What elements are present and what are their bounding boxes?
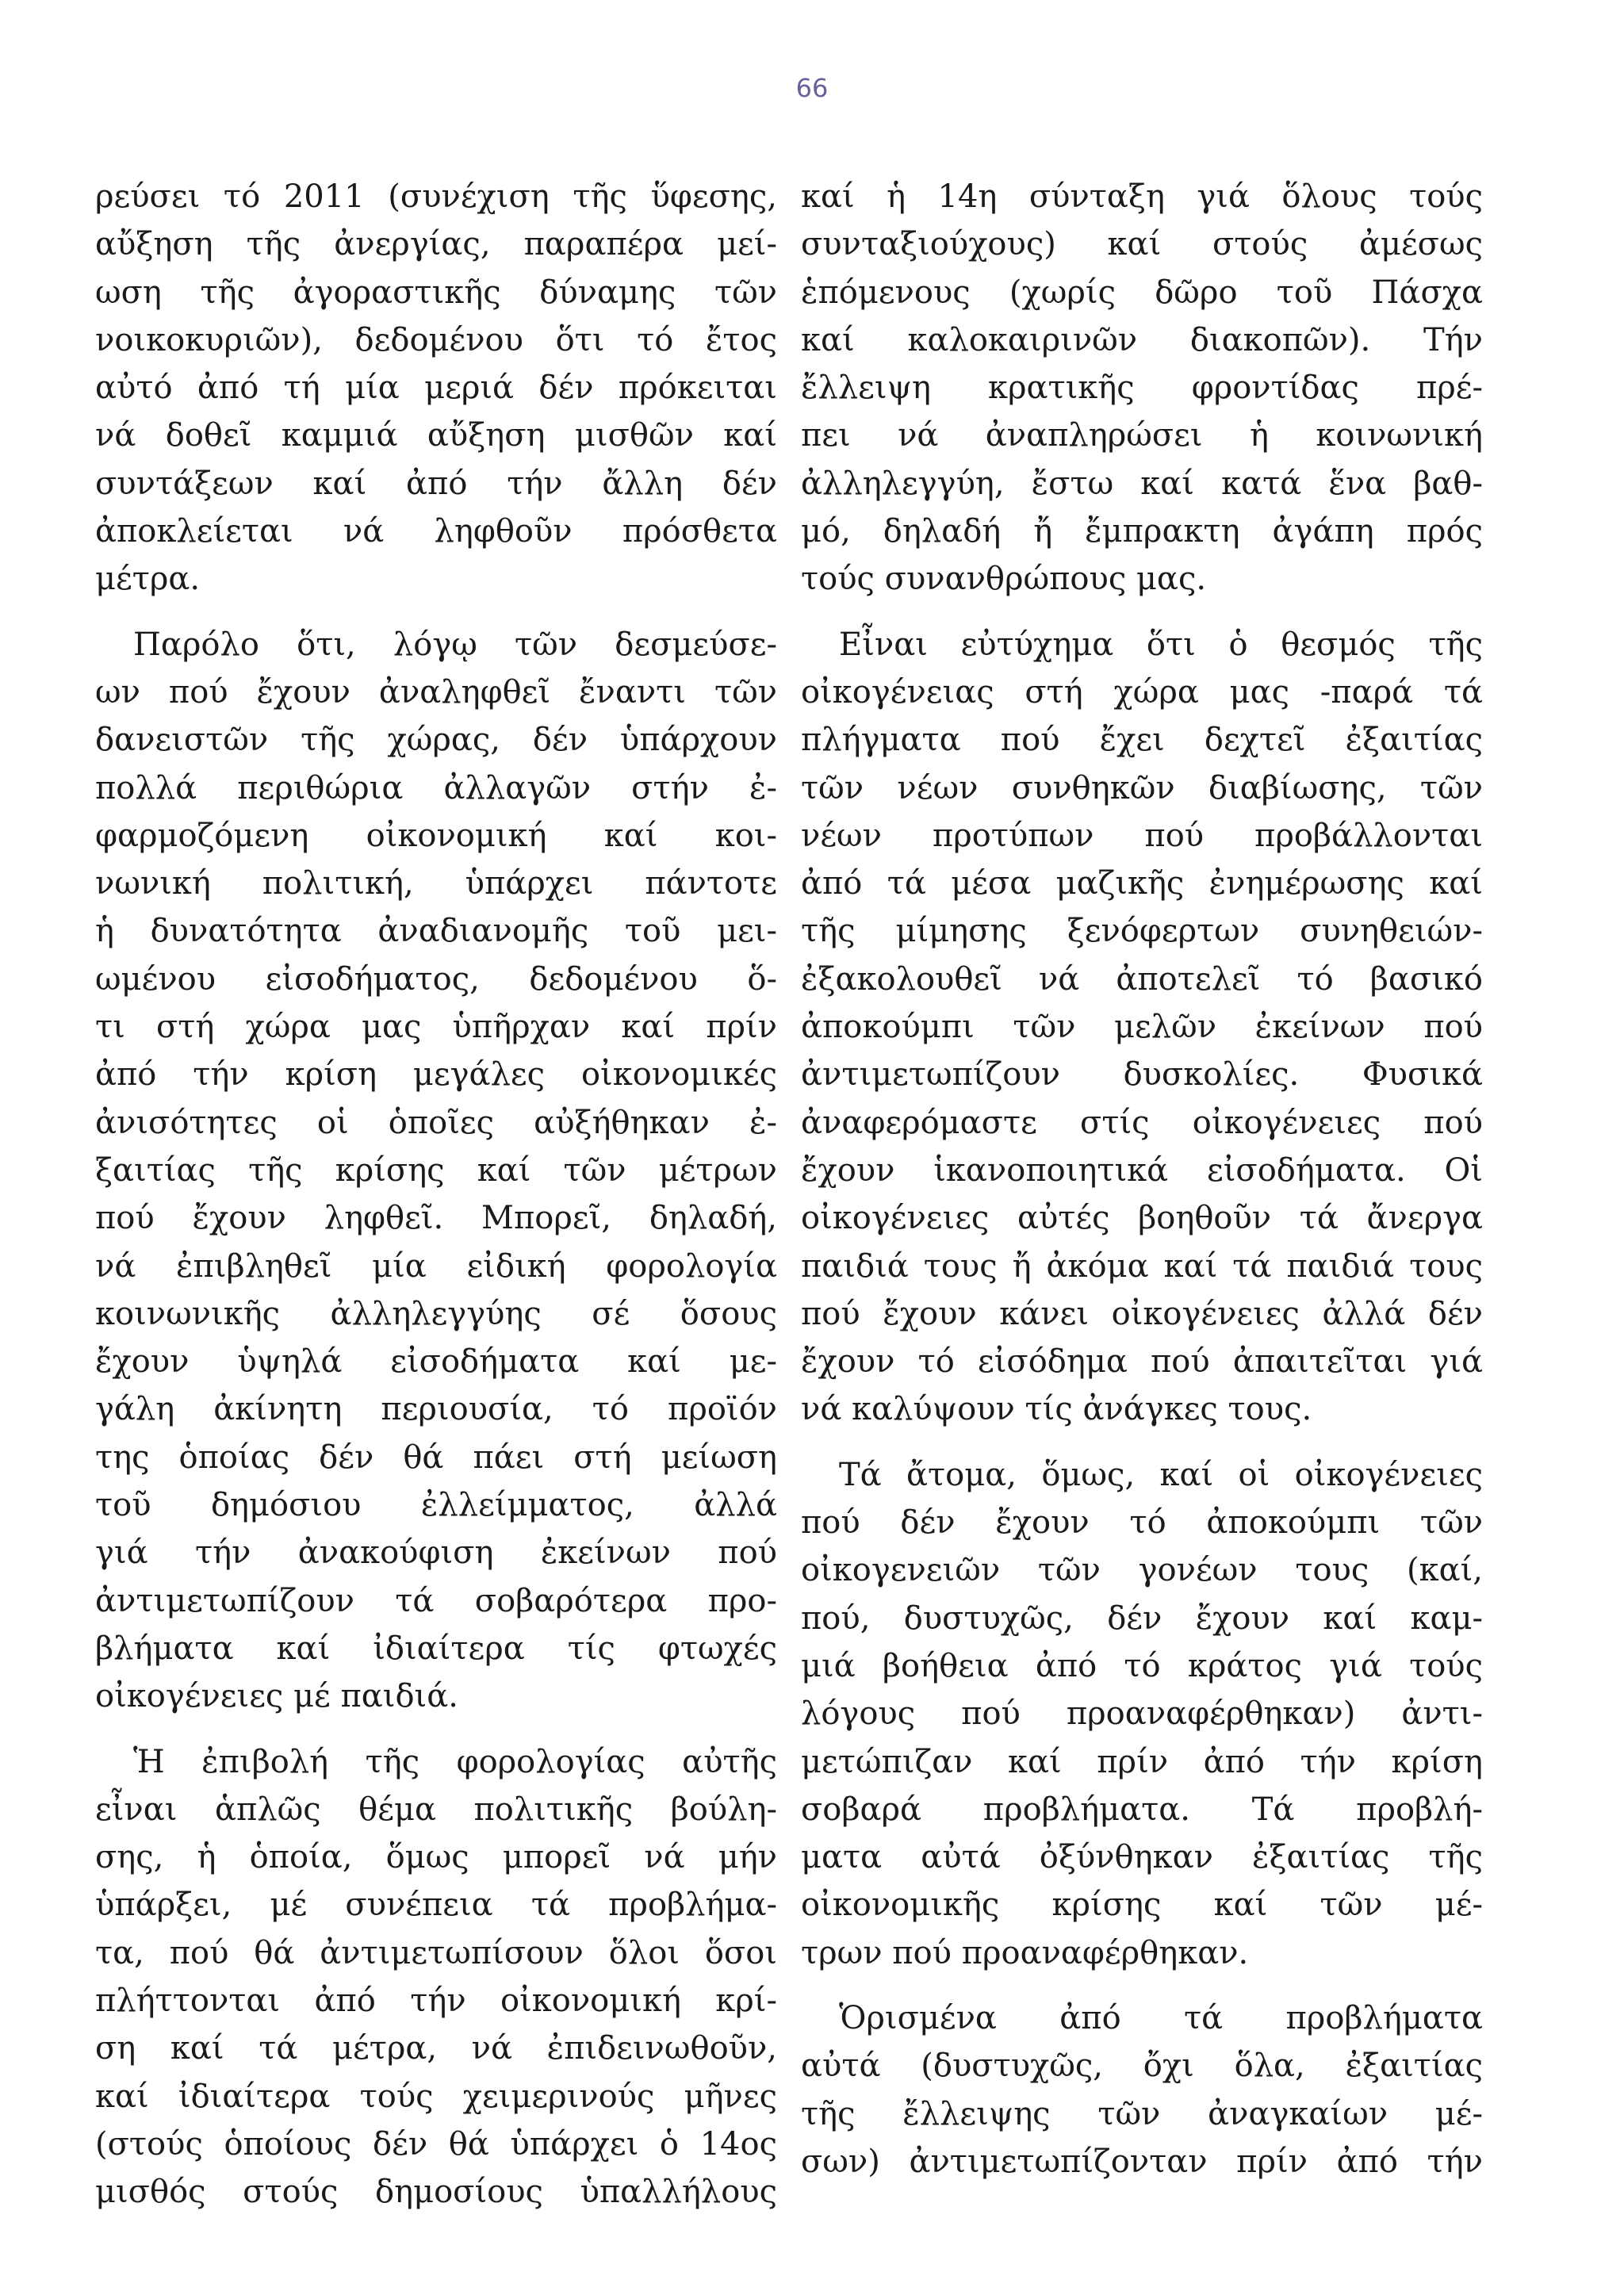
text-column-left [95,173,777,2216]
text-line: αὔξηση τῆς ἀνεργίας, παραπέρα μεί- [95,226,777,263]
text-line: οἰκογένειας στή χώρα μας -παρά τά [801,673,1483,711]
text-line: ματα αὐτά ὀξύνθηκαν ἐξαιτίας τῆς [801,1839,1483,1876]
text-line: συντάξεων καί ἀπό τήν ἄλλη δέν [95,465,777,502]
text-line: ωση τῆς ἀγοραστικῆς δύναμης τῶν [95,274,777,311]
text-line: (στούς ὁποίους δέν θά ὑπάρχει ὁ 14ος [95,2125,777,2163]
text-line: ἀντιμετωπίζουν δυσκολίες. Φυσικά [801,1056,1483,1094]
text-line: εἶναι ἁπλῶς θέμα πολιτικῆς βούλη- [95,1791,777,1828]
text-line: ὑπάρξει, μέ συνέπεια τά προβλήμα- [95,1887,777,1924]
text-line: τα, πού θά ἀντιμετωπίσουν ὅλοι ὅσοι [95,1934,777,1971]
text-line: γάλη ἀκίνητη περιουσία, τό προϊόν [95,1391,777,1428]
text-line: νοικοκυριῶν), δεδομένου ὅτι τό ἔτος [95,321,777,358]
text-line: πλήγματα πού ἔχει δεχτεῖ ἐξαιτίας [801,722,1483,759]
text-line: ωμένου εἰσοδήματος, δεδομένου ὅ- [95,960,777,998]
text-line: φαρμοζόμενη οἰκονομική καί κοι- [95,817,777,854]
text-line: ἑπόμενους (χωρίς δῶρο τοῦ Πάσχα [801,274,1483,311]
text-line: αὐτό ἀπό τή μία μεριά δέν πρόκειται [95,370,777,407]
text-line: ἔχουν τό εἰσόδημα πού ἀπαιτεῖται γιά [801,1343,1483,1381]
paragraph [801,173,1483,603]
text-line: σοβαρά προβλήματα. Τά προβλή- [801,1791,1483,1828]
text-line: ἀπό τήν κρίση μεγάλες οἰκονομικές [95,1056,777,1094]
text-line: της ὁποίας δέν θά πάει στή μείωση [95,1439,777,1476]
text-line: οἰκογένειες μέ παιδιά. [95,1678,458,1715]
paragraph-gap [95,1721,777,1738]
text-line: σης, ἡ ὁποία, ὅμως μπορεῖ νά μήν [95,1839,777,1876]
text-line: ἀντιμετωπίζουν τά σοβαρότερα προ- [95,1582,777,1619]
text-line: κοινωνικῆς ἀλληλεγγύης σέ ὅσους [95,1295,777,1332]
text-line: μετώπιζαν καί πρίν ἀπό τήν κρίση [801,1743,1483,1780]
text-line: ση καί τά μέτρα, νά ἐπιδεινωθοῦν, [95,2030,777,2067]
text-line: τῆς ἔλλειψης τῶν ἀναγκαίων μέ- [801,2095,1483,2132]
text-line: παιδιά τους ἤ ἀκόμα καί τά παιδιά τους [801,1247,1483,1285]
text-line: ἡ δυνατότητα ἀναδιανομῆς τοῦ μει- [95,913,777,950]
text-line: δανειστῶν τῆς χώρας, δέν ὑπάρχουν [95,722,777,759]
text-line: καί ἰδιαίτερα τούς χειμερινούς μῆνες [95,2078,777,2115]
text-line: Ἡ ἐπιβολή τῆς φορολογίας αὐτῆς [133,1743,777,1780]
text-line: ων πού ἔχουν ἀναληφθεῖ ἔναντι τῶν [95,673,777,711]
text-line: ἀποκλείεται νά ληφθοῦν πρόσθετα [95,513,777,550]
text-line: οἰκονομικῆς κρίσης καί τῶν μέ- [801,1887,1483,1924]
text-line: καί καλοκαιρινῶν διακοπῶν). Τήν [801,321,1483,358]
text-line: ἔχουν ἱκανοποιητικά εἰσοδήματα. Οἱ [801,1151,1483,1189]
text-line: ρεύσει τό 2011 (συνέχιση τῆς ὕφεσης, [95,178,777,215]
text-line: ἔχουν ὑψηλά εἰσοδήματα καί με- [95,1343,777,1381]
text-line: νέων προτύπων πού προβάλλονται [801,817,1483,854]
text-line: αὐτά (δυστυχῶς, ὄχι ὅλα, ἐξαιτίας [801,2048,1483,2085]
text-line: Τά ἄτομα, ὅμως, καί οἱ οἰκογένειες [839,1456,1483,1493]
page-number: 66 [795,73,829,103]
paragraph [95,173,777,603]
paragraph [801,1994,1483,2186]
text-line: μιά βοήθεια ἀπό τό κράτος γιά τούς [801,1647,1483,1684]
text-column-right [801,173,1483,2186]
text-line: τι στή χώρα μας ὑπῆρχαν καί πρίν [95,1009,777,1046]
text-line: Ὁρισμένα ἀπό τά προβλήματα [839,1999,1483,2036]
text-line: ἔλλειψη κρατικῆς φροντίδας πρέ- [801,370,1483,407]
text-line: τῶν νέων συνθηκῶν διαβίωσης, τῶν [801,769,1483,806]
text-line: μέτρα. [95,561,201,598]
text-line: ἀναφερόμαστε στίς οἰκογένειες πού [801,1104,1483,1141]
text-line: πει νά ἀναπληρώσει ἡ κοινωνική [801,417,1483,454]
paragraph [95,621,777,1721]
text-line: τοῦ δημόσιου ἐλλείμματος, ἀλλά [95,1487,777,1524]
text-line: πού, δυστυχῶς, δέν ἔχουν καί καμ- [801,1599,1483,1637]
text-line: Παρόλο ὅτι, λόγῳ τῶν δεσμεύσε- [133,626,777,663]
paragraph-gap [801,603,1483,621]
text-line: πλήττονται ἀπό τήν οἰκονομική κρί- [95,1982,777,2019]
text-line: ξαιτίας τῆς κρίσης καί τῶν μέτρων [95,1151,777,1189]
text-line: συνταξιούχους) καί στούς ἀμέσως [801,226,1483,263]
text-line: σων) ἀντιμετωπίζονταν πρίν ἀπό τήν [801,2143,1483,2180]
text-line: ἀλληλεγγύη, ἔστω καί κατά ἕνα βαθ- [801,465,1483,502]
text-line: λόγους πού προαναφέρθηκαν) ἀντι- [801,1695,1483,1733]
text-line: Εἶναι εὐτύχημα ὅτι ὁ θεσμός τῆς [839,626,1483,663]
text-line: μισθός στούς δημοσίους ὑπαλλήλους [95,2174,777,2211]
text-line: νωνική πολιτική, ὑπάρχει πάντοτε [95,865,777,902]
text-line: ἀνισότητες οἱ ὁποῖες αὐξήθηκαν ἐ- [95,1104,777,1141]
text-line: τούς συνανθρώπους μας. [801,561,1207,598]
text-line: πού δέν ἔχουν τό ἀποκούμπι τῶν [801,1504,1483,1542]
paragraph-gap [801,1434,1483,1451]
text-line: μό, δηλαδή ἤ ἔμπρακτη ἀγάπη πρός [801,513,1483,550]
text-line: ἀποκούμπι τῶν μελῶν ἐκείνων πού [801,1009,1483,1046]
text-line: οἰκογένειες αὐτές βοηθοῦν τά ἄνεργα [801,1200,1483,1237]
text-line: νά καλύψουν τίς ἀνάγκες τους. [801,1391,1312,1428]
paragraph-gap [801,1977,1483,1994]
text-line: πολλά περιθώρια ἀλλαγῶν στήν ἐ- [95,769,777,806]
paragraph [801,1451,1483,1977]
text-line: νά ἐπιβληθεῖ μία εἰδική φορολογία [95,1247,777,1285]
text-line: πού ἔχουν κάνει οἰκογένειες ἀλλά δέν [801,1295,1483,1332]
paragraph [95,1738,777,2216]
text-line: τρων πού προαναφέρθηκαν. [801,1934,1249,1971]
text-line: οἰκογενειῶν τῶν γονέων τους (καί, [801,1552,1483,1589]
paragraph [801,621,1483,1434]
text-line: βλήματα καί ἰδιαίτερα τίς φτωχές [95,1630,777,1667]
text-line: γιά τήν ἀνακούφιση ἐκείνων πού [95,1534,777,1572]
text-line: καί ἡ 14η σύνταξη γιά ὅλους τούς [801,178,1483,215]
text-line: ἀπό τά μέσα μαζικῆς ἐνημέρωσης καί [801,865,1483,902]
text-line: ἐξακολουθεῖ νά ἀποτελεῖ τό βασικό [801,960,1483,998]
paragraph-gap [95,603,777,621]
text-line: τῆς μίμησης ξενόφερτων συνηθειών- [801,913,1483,950]
text-line: πού ἔχουν ληφθεῖ. Μπορεῖ, δηλαδή, [95,1200,777,1237]
text-line: νά δοθεῖ καμμιά αὔξηση μισθῶν καί [95,417,777,454]
